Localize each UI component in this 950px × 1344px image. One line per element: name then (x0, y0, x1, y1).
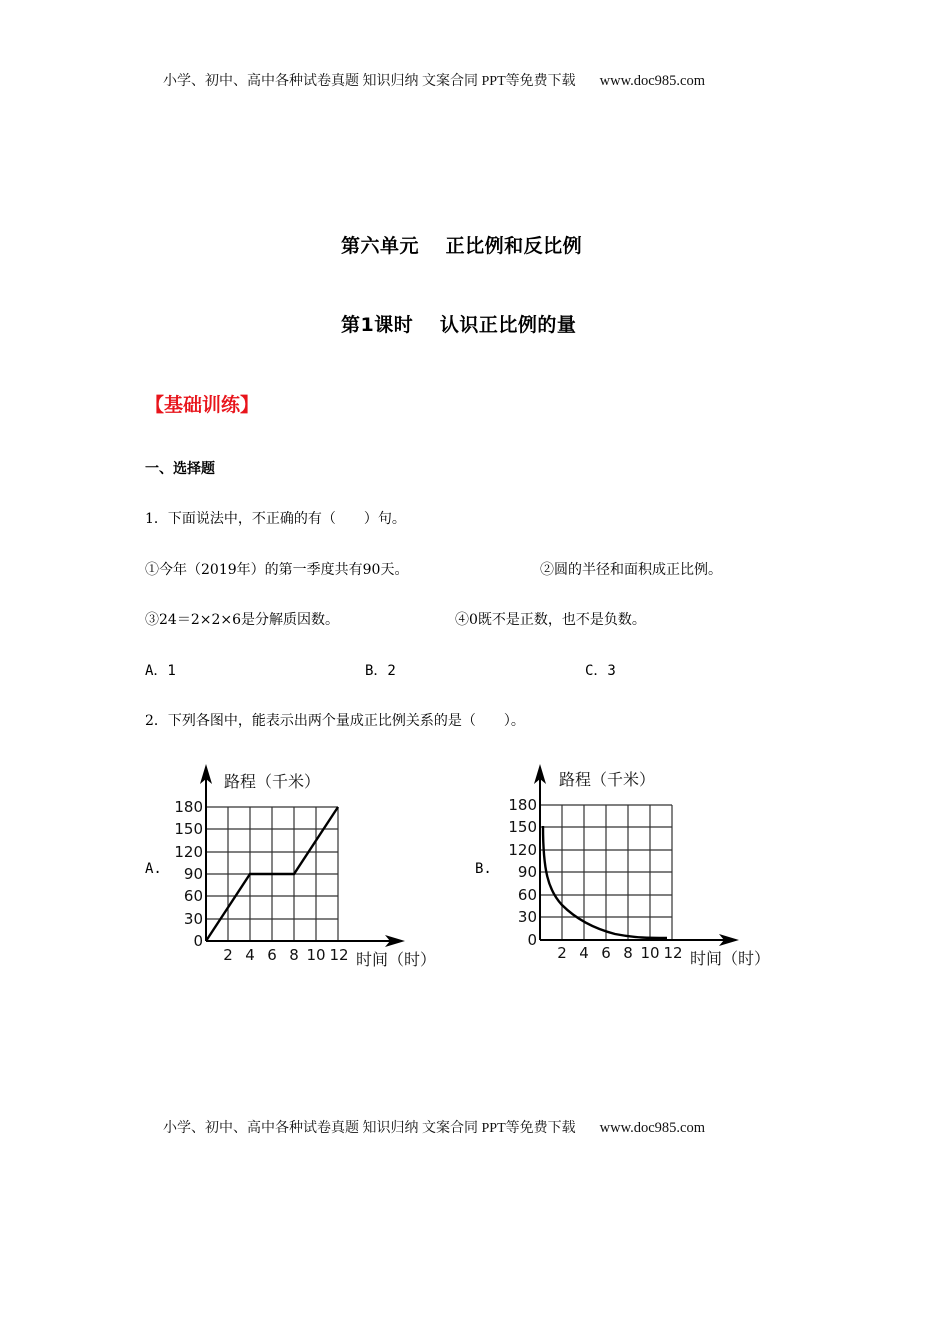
q1-option-c[interactable]: C．3 (585, 663, 616, 679)
chart-b-grid (540, 805, 672, 940)
chart-b-x-ticks (557, 944, 682, 962)
svg-text:90: 90 (517, 863, 537, 881)
header-url[interactable]: www.doc985.com (599, 73, 705, 89)
statement-4: ④0既不是正数，也不是负数。 (455, 612, 646, 628)
svg-text:90: 90 (183, 865, 203, 883)
chart-b-y-ticks (508, 796, 537, 949)
chart-a-ylabel: 路程（千米） (224, 772, 321, 791)
svg-text:120: 120 (174, 843, 203, 861)
q2-option-a-label[interactable]: A. (145, 861, 162, 877)
chart-b-ylabel: 路程（千米） (559, 770, 656, 789)
statement-1: ①今年（2019年）的第一季度共有90天。 (145, 562, 409, 578)
svg-text:150: 150 (508, 818, 537, 836)
svg-text:10: 10 (640, 944, 660, 962)
svg-text:8: 8 (623, 944, 633, 962)
svg-text:0: 0 (527, 931, 537, 949)
svg-text:6: 6 (601, 944, 611, 962)
svg-text:180: 180 (508, 796, 537, 814)
svg-text:60: 60 (183, 887, 203, 905)
chart-a-y-ticks (174, 798, 203, 950)
q2-option-b-label[interactable]: B. (475, 861, 492, 877)
subsection-title: 一、选择题 (145, 461, 215, 477)
svg-text:12: 12 (663, 944, 683, 962)
svg-text:150: 150 (174, 820, 203, 838)
svg-text:10: 10 (306, 946, 326, 964)
svg-text:60: 60 (517, 886, 537, 904)
svg-text:0: 0 (193, 932, 203, 950)
svg-text:8: 8 (289, 946, 299, 964)
question-2-stem: 2．下列各图中，能表示出两个量成正比例关系的是（ ）。 (145, 713, 525, 729)
svg-text:120: 120 (508, 841, 537, 859)
svg-text:30: 30 (183, 910, 203, 928)
q1-option-b[interactable]: B．2 (365, 663, 396, 679)
svg-text:2: 2 (557, 944, 567, 962)
unit-title: 第六单元 正比例和反比例 (341, 235, 583, 257)
footer-text: 小学、初中、高中各种试卷真题 知识归纳 文案合同 PPT等免费下载 (163, 1121, 576, 1136)
section-label: 【基础训练】 (145, 394, 260, 416)
svg-text:6: 6 (267, 946, 277, 964)
chart-a-xlabel: 时间（时） (356, 950, 437, 969)
svg-text:2: 2 (223, 946, 233, 964)
svg-text:180: 180 (174, 798, 203, 816)
header-text: 小学、初中、高中各种试卷真题 知识归纳 文案合同 PPT等免费下载 (163, 74, 576, 89)
chart-a-axes (206, 775, 394, 941)
chart-b-axes (540, 775, 728, 940)
question-1-stem: 1．下面说法中，不正确的有（ ）句。 (145, 511, 406, 527)
q1-option-a[interactable]: A．1 (145, 663, 176, 679)
svg-text:30: 30 (517, 908, 537, 926)
svg-text:12: 12 (329, 946, 349, 964)
page-footer (163, 1117, 705, 1137)
svg-text:4: 4 (245, 946, 255, 964)
chart-b-xlabel: 时间（时） (690, 949, 771, 968)
chart-a-x-ticks (223, 946, 348, 964)
svg-text:4: 4 (579, 944, 589, 962)
lesson-title: 第1课时 认识正比例的量 (341, 314, 577, 336)
statement-2: ②圆的半径和面积成正比例。 (540, 562, 722, 578)
footer-url[interactable]: www.doc985.com (599, 1120, 705, 1136)
statement-3: ③24＝2×2×6是分解质因数。 (145, 612, 339, 628)
